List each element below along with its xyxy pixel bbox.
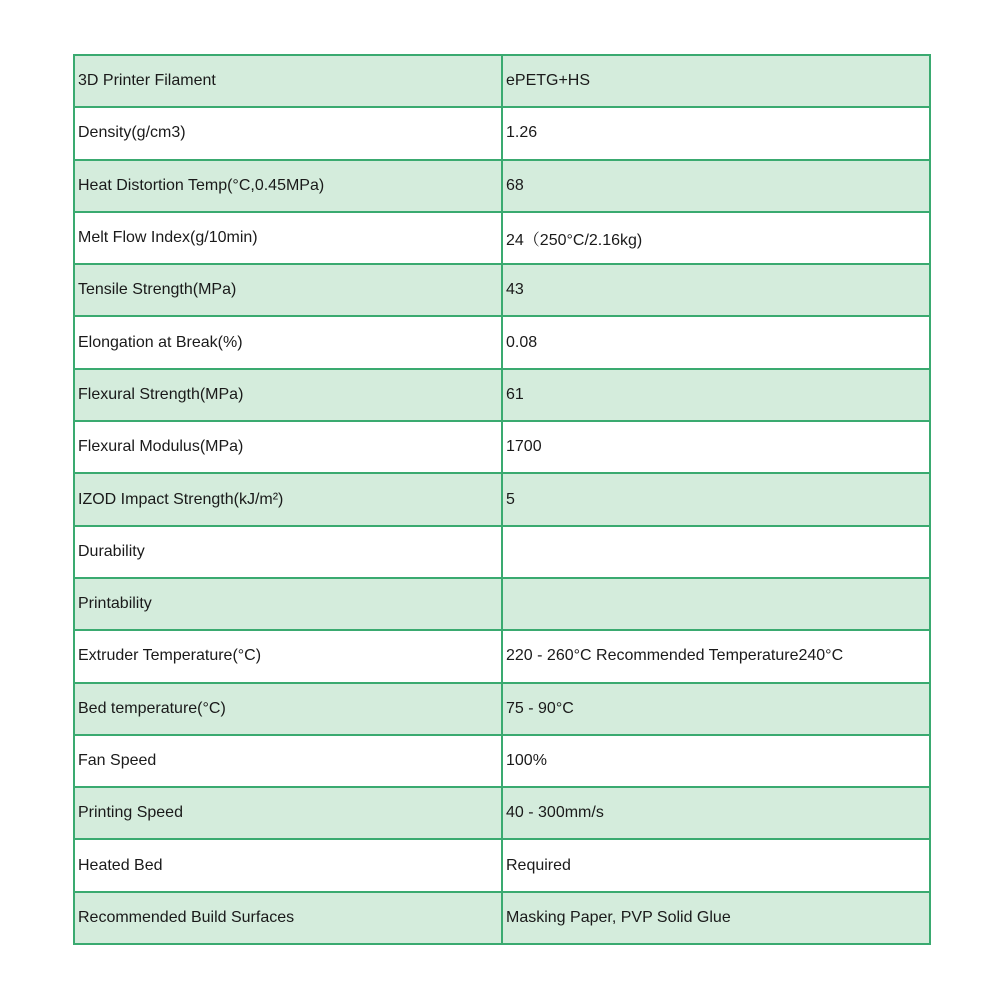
value-cell: 43 <box>502 264 930 316</box>
table-row <box>74 526 930 578</box>
property-cell: Durability <box>74 526 502 578</box>
table-row <box>74 735 930 787</box>
table-row <box>74 264 930 316</box>
property-cell: Melt Flow Index(g/10min) <box>74 212 502 264</box>
table-row <box>74 787 930 839</box>
value-cell: 1700 <box>502 421 930 473</box>
table-row <box>74 683 930 735</box>
property-cell: 3D Printer Filament <box>74 55 502 107</box>
spec-table-body <box>74 55 930 944</box>
property-cell: Bed temperature(°C) <box>74 683 502 735</box>
value-cell: ePETG+HS <box>502 55 930 107</box>
value-cell: 75 - 90°C <box>502 683 930 735</box>
property-cell: Printability <box>74 578 502 630</box>
property-cell: Flexural Strength(MPa) <box>74 369 502 421</box>
property-cell: Density(g/cm3) <box>74 107 502 159</box>
value-cell: 1.26 <box>502 107 930 159</box>
value-cell: 40 - 300mm/s <box>502 787 930 839</box>
value-cell: 61 <box>502 369 930 421</box>
table-row <box>74 160 930 212</box>
value-cell <box>502 578 930 630</box>
property-cell: Tensile Strength(MPa) <box>74 264 502 316</box>
table-row <box>74 473 930 525</box>
property-cell: IZOD Impact Strength(kJ/m²) <box>74 473 502 525</box>
property-cell: Elongation at Break(%) <box>74 316 502 368</box>
value-cell <box>502 526 930 578</box>
property-cell: Flexural Modulus(MPa) <box>74 421 502 473</box>
filament-spec-table <box>73 54 931 945</box>
table-row <box>74 316 930 368</box>
property-cell: Heat Distortion Temp(°C,0.45MPa) <box>74 160 502 212</box>
table-row <box>74 369 930 421</box>
property-cell: Heated Bed <box>74 839 502 891</box>
value-cell: 100% <box>502 735 930 787</box>
table-row <box>74 892 930 944</box>
table-row <box>74 839 930 891</box>
value-cell: 5 <box>502 473 930 525</box>
table-row <box>74 107 930 159</box>
property-cell: Printing Speed <box>74 787 502 839</box>
value-cell: Masking Paper, PVP Solid Glue <box>502 892 930 944</box>
value-cell: 68 <box>502 160 930 212</box>
table-row <box>74 578 930 630</box>
value-cell: 24（250°C/2.16kg) <box>502 212 930 264</box>
table-row <box>74 630 930 682</box>
table-row <box>74 421 930 473</box>
value-cell: Required <box>502 839 930 891</box>
property-cell: Extruder Temperature(°C) <box>74 630 502 682</box>
value-cell: 220 - 260°C Recommended Temperature240°C <box>502 630 930 682</box>
value-cell: 0.08 <box>502 316 930 368</box>
property-cell: Fan Speed <box>74 735 502 787</box>
property-cell: Recommended Build Surfaces <box>74 892 502 944</box>
table-row <box>74 55 930 107</box>
table-row <box>74 212 930 264</box>
